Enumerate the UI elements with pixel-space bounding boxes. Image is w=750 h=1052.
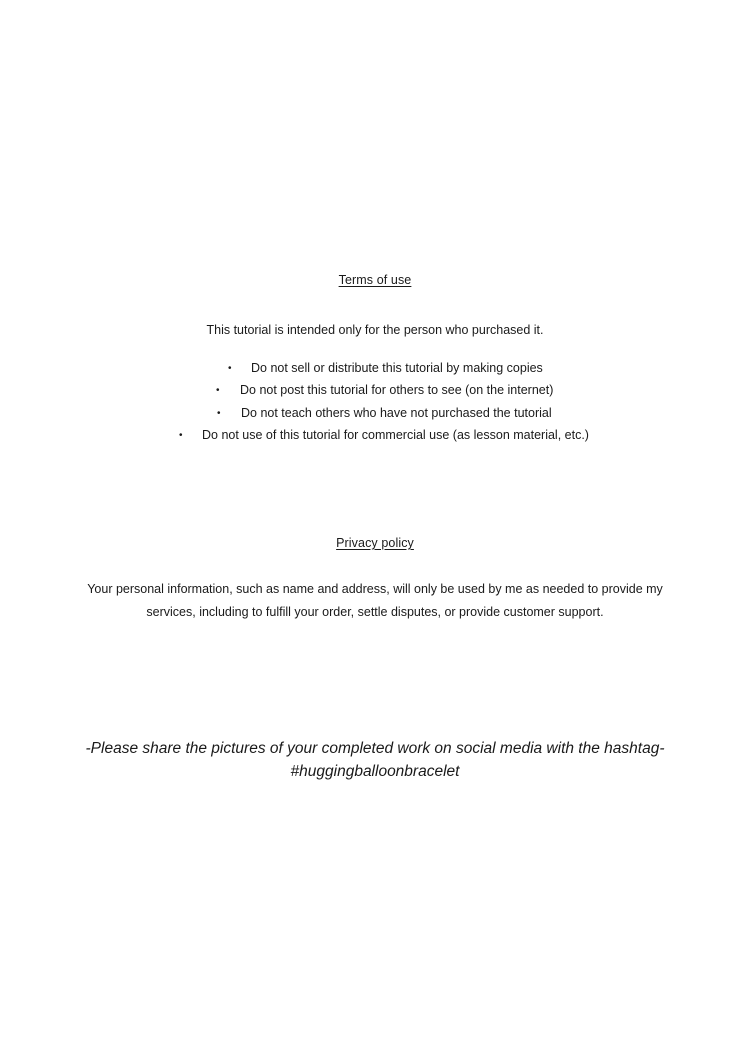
list-item-text: Do not use of this tutorial for commercial use (as lesson material, etc.) (202, 428, 589, 442)
privacy-policy-text: Your personal information, such as name and address, will only be used by me as needed to provide my services, including to fulfill your order, settle disputes, or provide customer support. (87, 582, 663, 619)
privacy-policy-heading: Privacy policy (336, 536, 414, 550)
list-item (0, 379, 750, 402)
list-item (0, 357, 750, 380)
bullet-icon: • (228, 363, 232, 374)
bullet-icon: • (179, 430, 183, 441)
bullet-icon: • (216, 385, 220, 396)
list-item (0, 402, 750, 425)
bullet-icon: • (217, 407, 221, 419)
share-hashtag-note (60, 737, 690, 783)
list-item-text: Do not teach others who have not purchased the tutorial (241, 405, 552, 420)
list-item-text: Do not post this tutorial for others to see (on the internet) (240, 383, 554, 397)
terms-of-use-heading: Terms of use (338, 273, 412, 287)
terms-intro-text: This tutorial is intended only for the person who purchased it. (206, 323, 544, 337)
list-item-text: Do not sell or distribute this tutorial by making copies (251, 361, 543, 375)
share-note-line: -Please share the pictures of your completed work on social media with the hashtag- (85, 740, 665, 757)
hashtag-text: #huggingballoonbracelet (290, 763, 460, 780)
list-item (0, 424, 750, 447)
